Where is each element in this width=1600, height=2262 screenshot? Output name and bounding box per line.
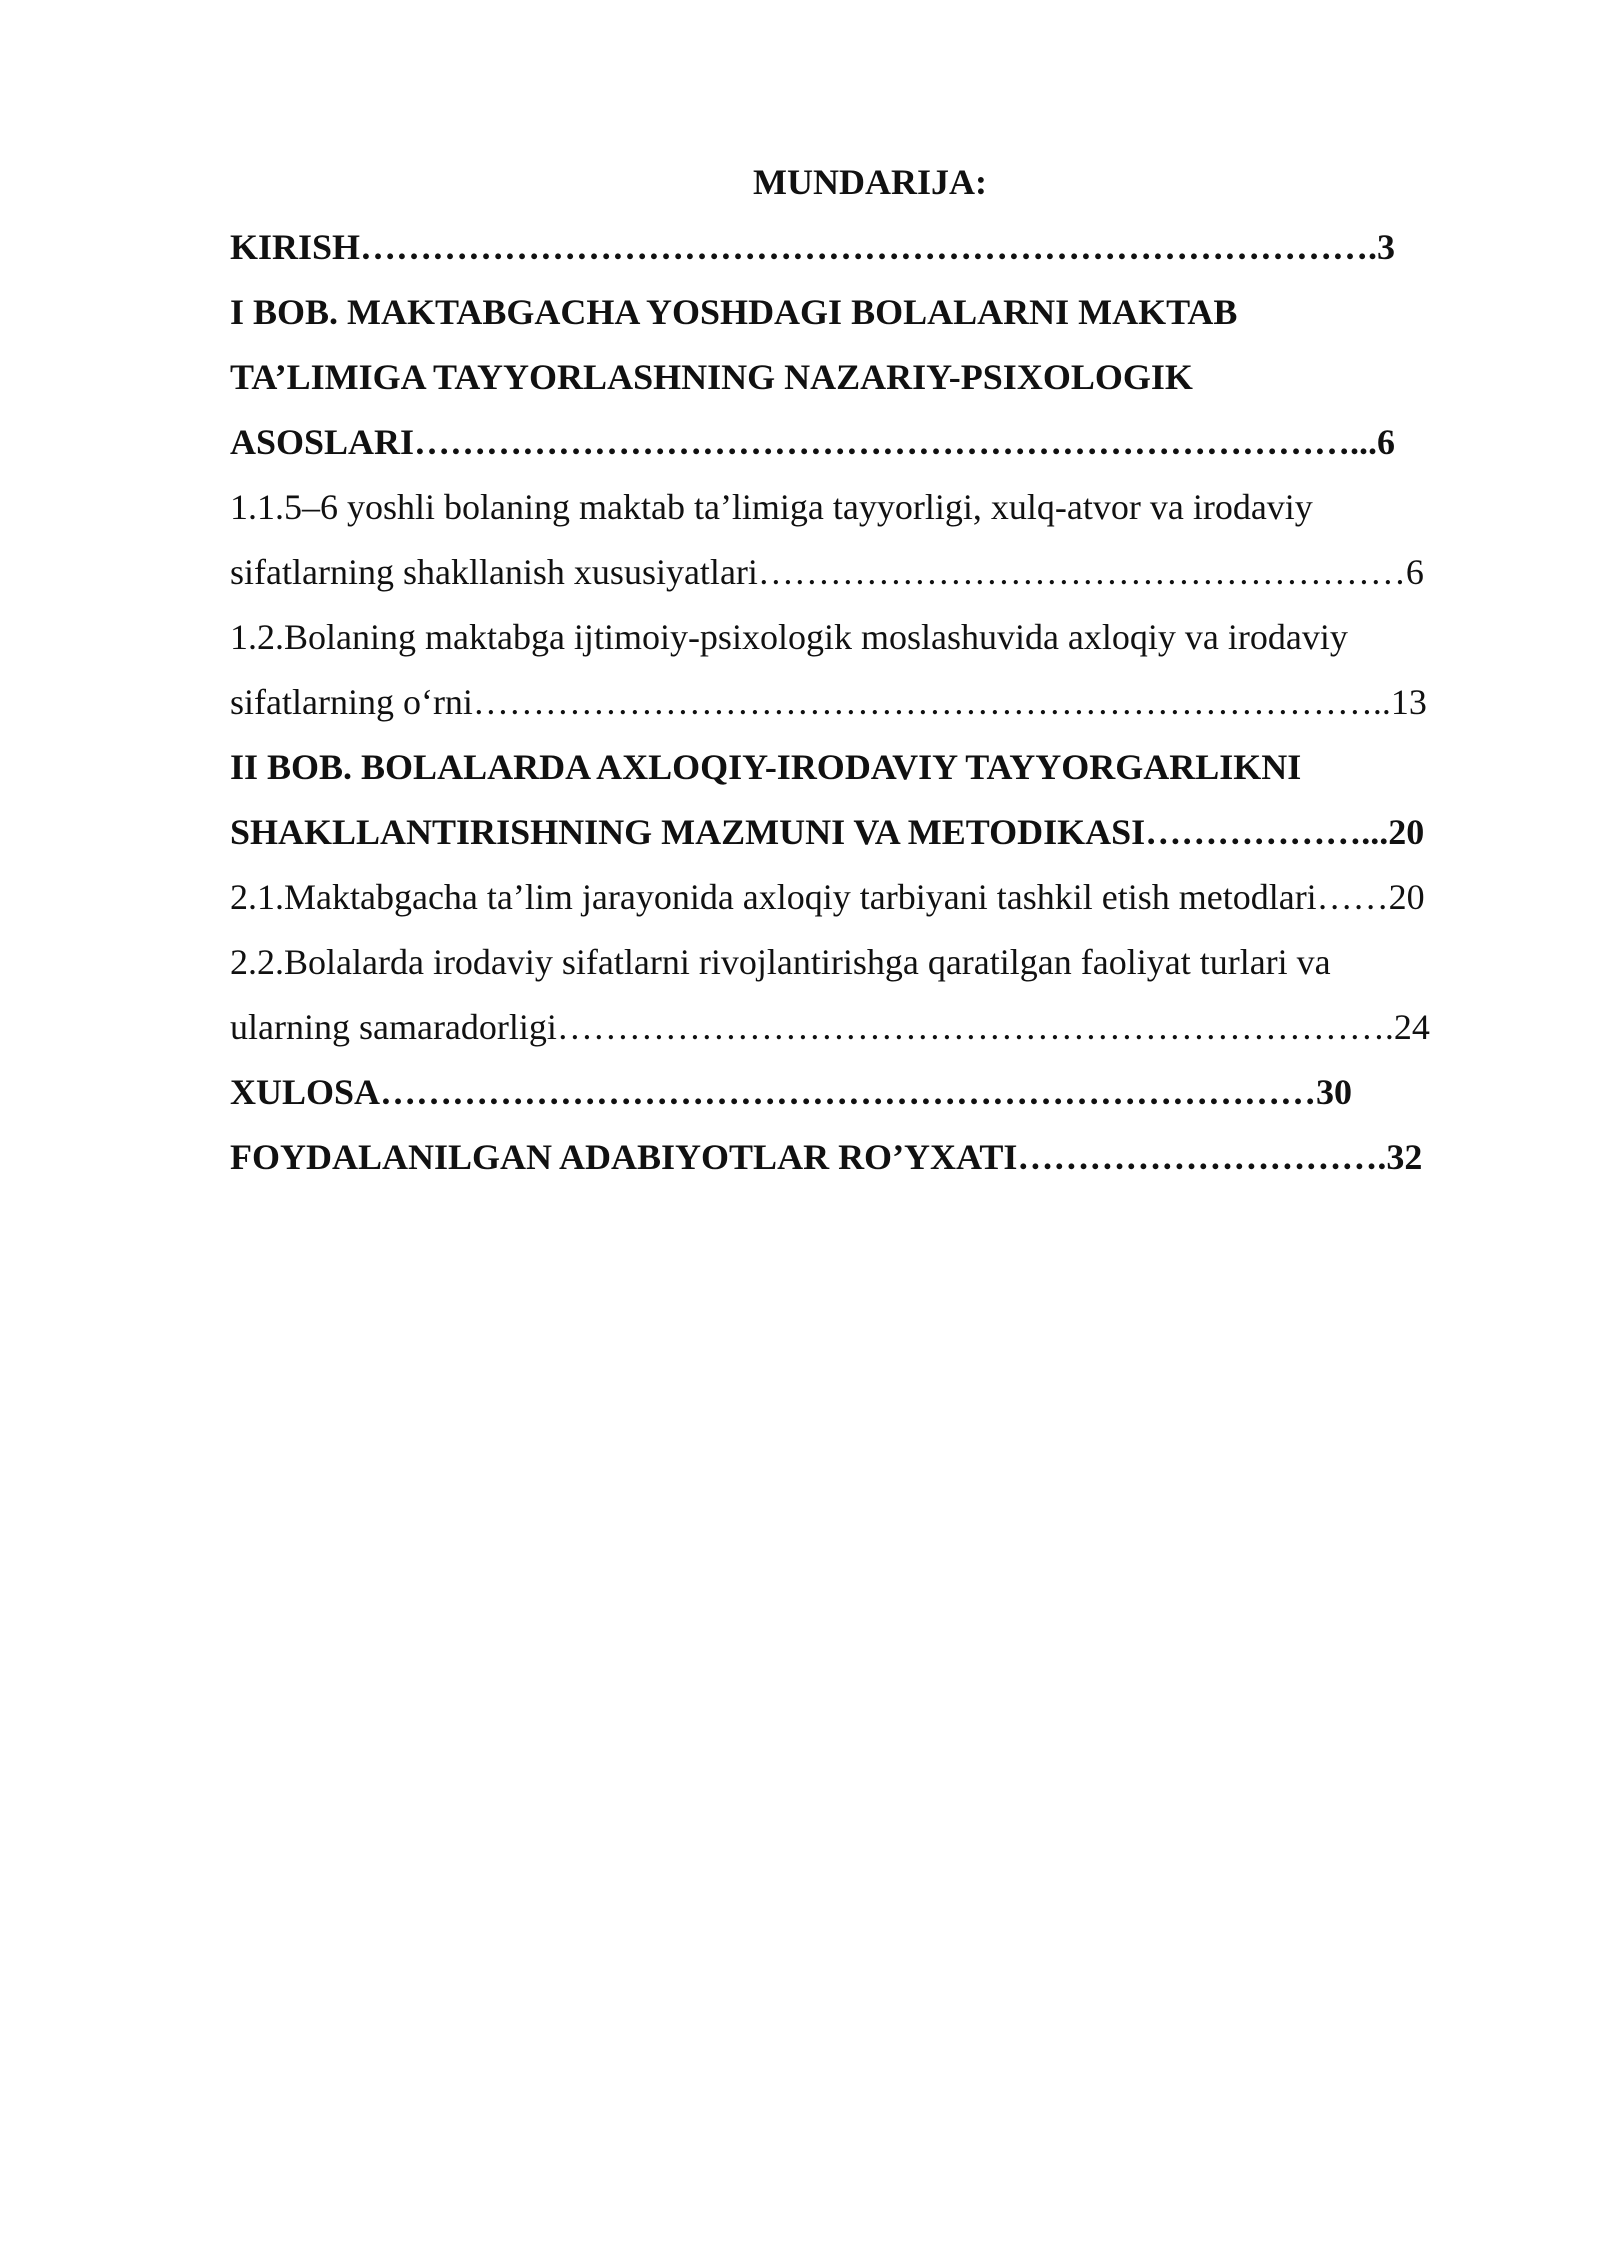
toc-title: MUNDARIJA:	[753, 162, 987, 202]
toc-entry-section-1-1-line-2: sifatlarning shakllanish xususiyatlari………………………………………………6	[230, 552, 1424, 592]
toc-entry-section-1-2-line-2: sifatlarning o‘rni…………………………………………………………………..13	[230, 682, 1427, 722]
toc-entry-chapter-1-line-3: ASOSLARI……………………………………………………………………...6	[230, 422, 1396, 462]
toc-entry-references: FOYDALANILGAN ADABIYOTLAR RO’YXATI………………………….32	[230, 1137, 1423, 1177]
toc-entry-chapter-2-line-2: SHAKLLANTIRISHNING MAZMUNI VA METODIKASI………………...20	[230, 812, 1425, 852]
toc-entry-chapter-1-line-2: TA’LIMIGA TAYYORLASHNING NAZARIY-PSIXOLOGIK	[230, 357, 1193, 397]
toc-entry-xulosa: XULOSA……………………………………………………………………30	[230, 1072, 1353, 1112]
toc-entry-section-2-1: 2.1.Maktabgacha ta’lim jarayonida axloqiy tarbiyani tashkil etish metodlari……20	[230, 877, 1425, 917]
toc-entry-chapter-1-line-1: I BOB. MAKTABGACHA YOSHDAGI BOLALARNI MAKTAB	[230, 292, 1238, 332]
toc-entry-kirish: KIRISH………………………………………………………………………….3	[230, 227, 1396, 267]
toc-entry-section-2-2-line-2: ularning samaradorligi…………………………………………………………….24	[230, 1007, 1430, 1047]
toc-entry-chapter-2-line-1: II BOB. BOLALARDA AXLOQIY-IRODAVIY TAYYORGARLIKNI	[230, 747, 1302, 787]
toc-entry-section-1-2-line-1: 1.2.Bolaning maktabga ijtimoiy-psixologik moslashuvida axloqiy va irodaviy	[230, 617, 1348, 657]
toc-entry-section-1-1-line-1: 1.1.5–6 yoshli bolaning maktab ta’limiga tayyorligi, xulq-atvor va irodaviy	[230, 487, 1313, 527]
toc-entry-section-2-2-line-1: 2.2.Bolalarda irodaviy sifatlarni rivojlantirishga qaratilgan faoliyat turlari va	[230, 942, 1331, 982]
table-of-contents	[230, 150, 1490, 1190]
